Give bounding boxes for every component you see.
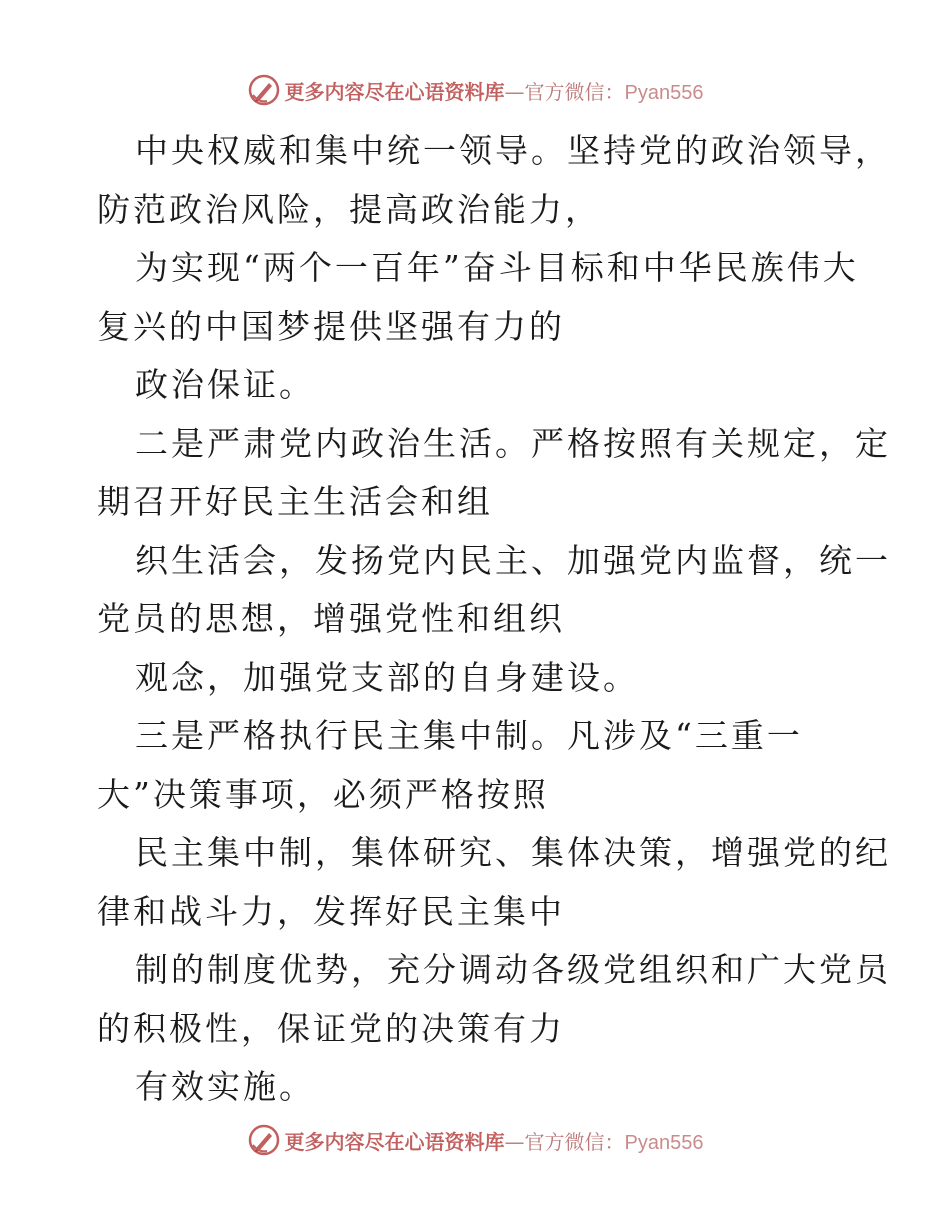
text-line: 律和战斗力，发挥好民主集中 xyxy=(97,891,565,931)
text-line: 中央权威和集中统一领导。坚持党的政治领导， xyxy=(135,131,891,170)
text-line: 二是严肃党内政治生活。严格按照有关规定，定 xyxy=(135,423,891,463)
text-line: 观念，加强党支部的自身建设。 xyxy=(135,657,639,697)
watermark-text xyxy=(285,76,704,105)
text-line: 有效实施。 xyxy=(135,1067,315,1106)
text-line: 期召开好民主生活会和组 xyxy=(97,482,493,521)
watermark-wechat-id: Pyan556 xyxy=(624,1131,704,1154)
watermark-official-label: 官方微信： xyxy=(524,79,625,104)
footer-watermark xyxy=(0,1120,950,1160)
watermark-official-label: 官方微信： xyxy=(524,1129,625,1154)
watermark-text xyxy=(285,1126,704,1155)
text-line: 为实现“两个一百年”奋斗目标和中华民族伟大 xyxy=(135,248,859,287)
text-line: 党员的思想，增强党性和组织 xyxy=(97,599,565,638)
watermark-wechat-id: Pyan556 xyxy=(624,81,704,104)
text-line: 复兴的中国梦提供坚强有力的 xyxy=(97,306,565,346)
document-body xyxy=(97,122,891,1117)
text-line: 织生活会，发扬党内民主、加强党内监督，统一 xyxy=(135,540,891,580)
pen-logo-icon xyxy=(247,73,281,107)
text-line: 大”决策事项，必须严格按照 xyxy=(97,774,549,814)
text-line: 防范政治风险，提高政治能力， xyxy=(97,189,601,229)
watermark-brand: 更多内容尽在心语资料库 xyxy=(284,79,505,104)
header-watermark xyxy=(0,70,950,110)
watermark-dash: — xyxy=(504,1129,525,1154)
text-line: 政治保证。 xyxy=(135,365,315,404)
text-line: 民主集中制，集体研究、集体决策，增强党的纪 xyxy=(135,833,891,872)
text-line: 三是严格执行民主集中制。凡涉及“三重一 xyxy=(135,716,803,755)
watermark-brand: 更多内容尽在心语资料库 xyxy=(284,1129,505,1154)
text-line: 制的制度优势，充分调动各级党组织和广大党员 xyxy=(135,950,891,989)
watermark-dash: — xyxy=(504,79,525,104)
text-line: 的积极性，保证党的决策有力 xyxy=(97,1008,565,1048)
pen-logo-icon xyxy=(247,1123,281,1157)
